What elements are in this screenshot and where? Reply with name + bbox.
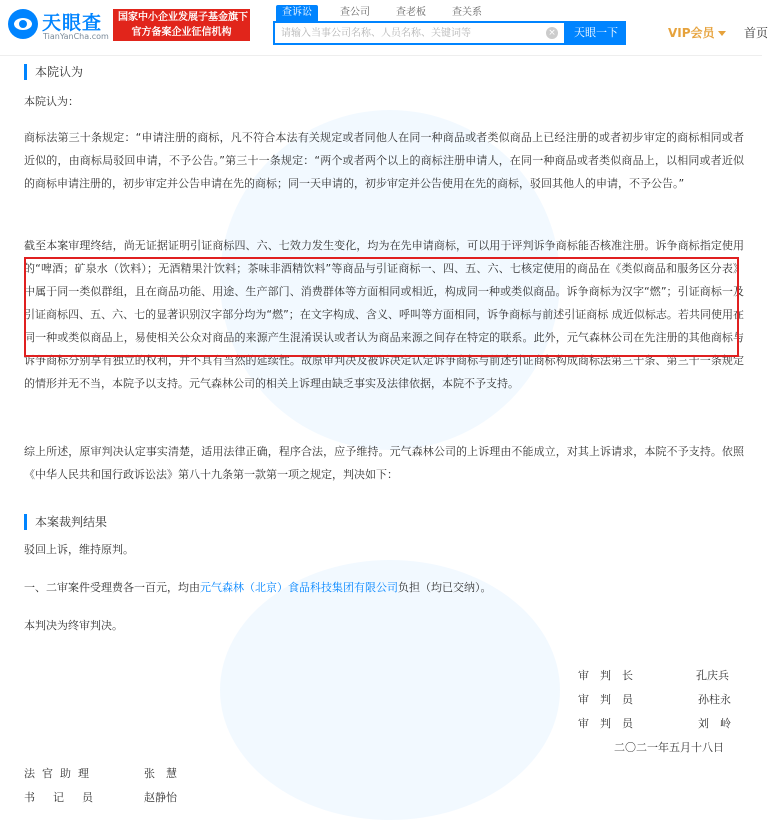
credential-banner[interactable]: [113, 9, 250, 41]
paragraph-analysis: 截至本案审理终结，尚无证据证明引证商标四、六、七效力发生变化，均为在先申请商标，可以用于评判诉争商标能否核准注册。诉争商标指定使用的“啤酒；矿泉水（饮料）；无酒精果汁饮料；茶味非酒精饮料”等商品与引证商标一、四、五、六、七核定使用的商品在《类似商品和服务区分表》中属于同一类似群组，且在商品功能、用途、生产部门、消费群体等方面相同或相近，构成同一种或类似商品。诉争商标为汉字“燃”；引证商标一及引证商标四、五、六、七的显著识别汉字部分均为“燃”；在文字构成、含义、呼叫等方面相同，诉争商标与前述引证商标 成近似标志。若共同使用在同一种或类似商品上，易使相关公众对商品的来源产生混淆误认或者认为商品来源之间存在特定的联系。此外，元气森林公司在先注册的其他商标与诉争商标分别享有独立的权利，并不具有当然的延续性。故原审判决及被诉决定认定诉争商标与前述引证商标构成商标法第三十条、第三十一条规定的情形并无不当，本院予以支持。元气森林公司的相关上诉理由缺乏事实及法律依据，本院不予支持。: [24, 239, 744, 390]
court-emblem-watermark-lower: [220, 560, 560, 820]
judge-role-2: 审 判 员: [578, 717, 633, 730]
paragraph-final-judgment: 本判决为终审判决。: [24, 619, 123, 632]
logo-name: 天眼查: [42, 12, 103, 34]
judge-role-1: 审 判 员: [578, 693, 633, 706]
tab-relation[interactable]: 查关系: [452, 7, 482, 18]
banner-line-2: 官方备案企业征信机构: [131, 27, 232, 38]
tab-lawsuit[interactable]: 查诉讼: [276, 5, 318, 21]
vip-menu[interactable]: [668, 24, 726, 41]
tab-boss[interactable]: 查老板: [396, 7, 426, 18]
home-link[interactable]: 首页: [744, 26, 768, 40]
search-input[interactable]: [275, 23, 543, 43]
search-box: [273, 21, 566, 45]
paragraph-trademark-law: 商标法第三十条规定：“申请注册的商标，凡不符合本法有关规定或者同他人在同一种商品或者类似商品上已经注册的或者初步审定的商标相同或者近似的，由商标局驳回申请，不予公告。”第三十一条规定：“两个或者两个以上的商标注册申请人，在同一种商品或者类似商品上，以相同或者近似的商标申请注册的，初步审定并公告申请在先的商标；同一天申请的，初步审定并公告使用在先的商标，驳回其他人的申请，不予公告。”: [24, 131, 744, 190]
company-link[interactable]: 元气森林（北京）食品科技集团有限公司: [200, 581, 398, 594]
clerk-role-recorder: 书记员: [24, 791, 111, 804]
tianyancha-logo[interactable]: [8, 6, 110, 44]
clerk-role-assistant: 法官助理: [24, 767, 96, 780]
fees-text-prefix: 一、二审案件受理费各一百元，均由: [24, 581, 200, 594]
search-button[interactable]: 天眼一下: [566, 21, 626, 45]
judgment-date: 二〇二一年五月十八日: [614, 741, 724, 754]
paragraph-ruling-fees: [24, 576, 744, 599]
caret-down-icon: [718, 31, 726, 36]
paragraph-conclusion: 综上所述，原审判决认定事实清楚，适用法律正确，程序合法，应予维持。元气森林公司的上诉理由不能成立，对其上诉请求，本院不予支持。依照《中华人民共和国行政诉讼法》第八十九条第一款第一项之规定，判决如下：: [24, 445, 744, 481]
logo-domain: TianYanCha.com: [43, 32, 109, 41]
judge-name-1: 孙柱永: [698, 693, 731, 706]
section-title-judgment-result: 本案裁判结果: [24, 514, 107, 530]
top-header: [0, 0, 768, 56]
banner-line-1: 国家中小企业发展子基金旗下: [118, 12, 248, 23]
judge-name-2: 刘 岭: [698, 717, 731, 730]
fees-text-suffix: 负担（均已交纳）。: [398, 581, 492, 594]
judge-role-presiding: 审 判 长: [578, 669, 633, 682]
clerk-name-recorder: 赵静怡: [144, 791, 177, 804]
paragraph-opinion-intro: 本院认为：: [24, 95, 79, 108]
judge-name-presiding: 孔庆兵: [696, 669, 729, 682]
clear-icon[interactable]: ×: [546, 27, 558, 39]
tab-company[interactable]: 查公司: [340, 7, 370, 18]
vip-label: VIP会员: [668, 26, 715, 40]
eye-logo-icon: [8, 9, 38, 39]
paragraph-ruling-1: 驳回上诉，维持原判。: [24, 543, 134, 556]
section-title-court-opinion: 本院认为: [24, 64, 83, 80]
clerk-name-assistant: 张 慧: [144, 767, 177, 780]
